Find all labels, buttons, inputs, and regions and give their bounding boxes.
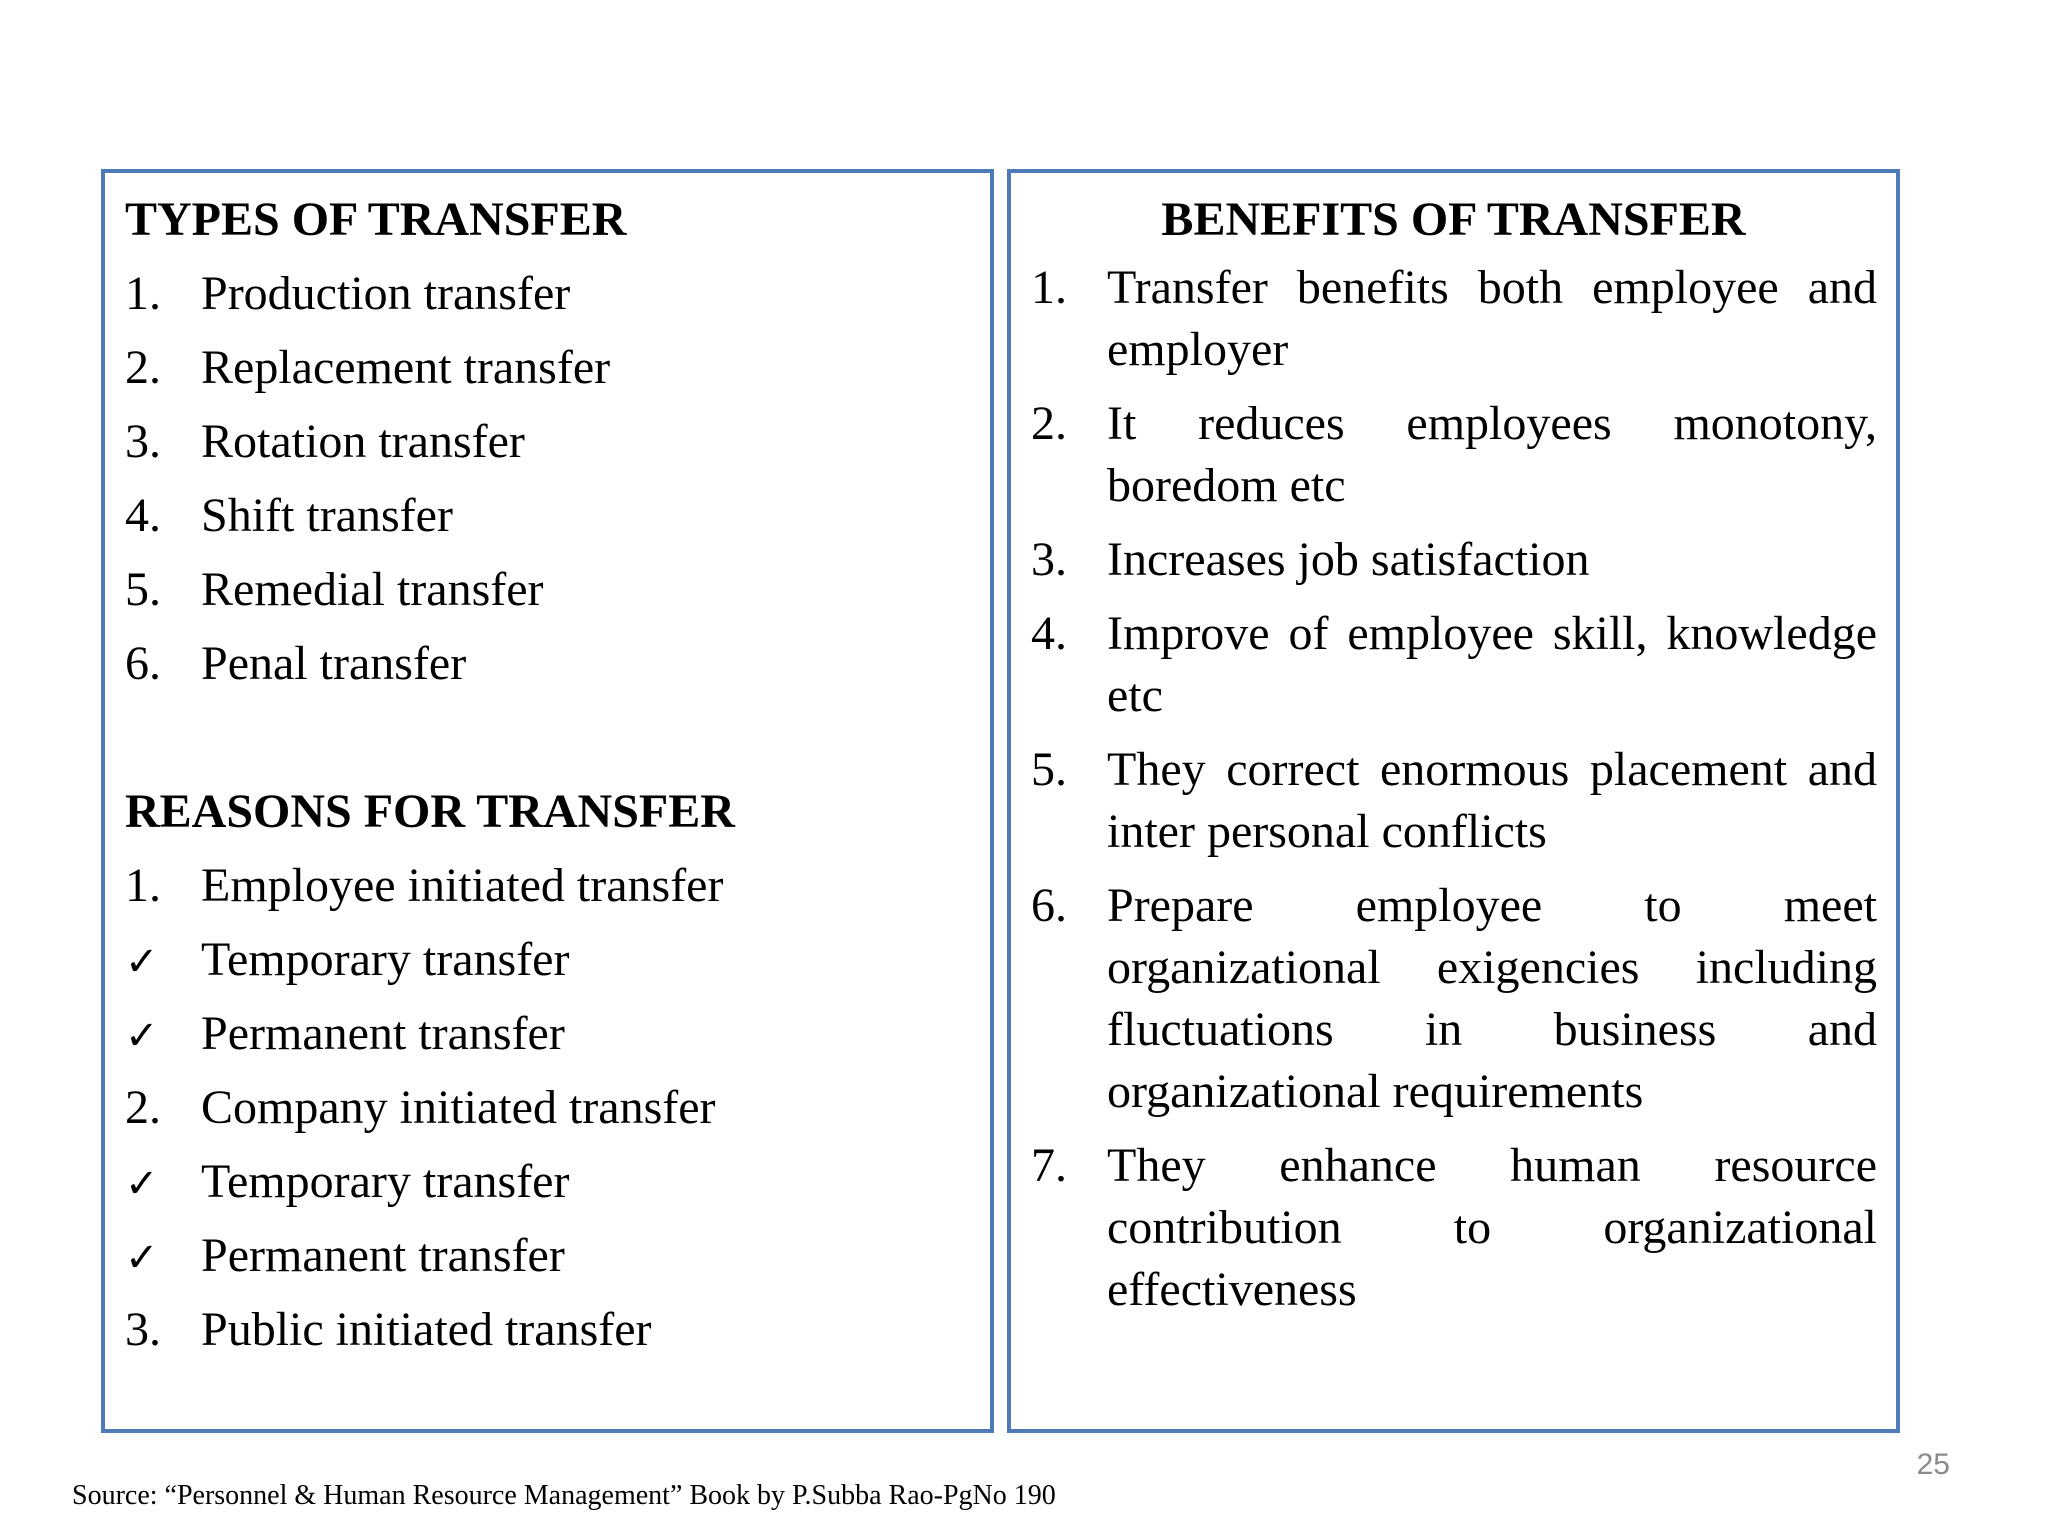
- benefits-of-transfer-title: BENEFITS OF TRANSFER: [1161, 193, 1746, 246]
- list-item-text: Improve of employee skill, knowledge etc: [1107, 607, 1877, 722]
- list-number: 2.: [1031, 397, 1067, 450]
- list-item-text: Transfer benefits both employee and employer: [1107, 261, 1877, 376]
- list-item: [105, 997, 990, 1071]
- list-item: [105, 1145, 990, 1219]
- list-item: [1011, 875, 1896, 1123]
- list-number: 4.: [125, 489, 161, 542]
- check-icon: ✓: [125, 1235, 159, 1281]
- slide-number: 25: [1916, 1448, 1950, 1481]
- list-item: [105, 479, 990, 553]
- list-item: [1011, 393, 1896, 517]
- list-number: 5.: [125, 563, 161, 616]
- list-item: [105, 553, 990, 627]
- list-number: 1.: [125, 267, 161, 320]
- list-item-text: Public initiated transfer: [201, 1303, 652, 1356]
- source-citation: Source: “Personnel & Human Resource Management” Book by P.Subba Rao-PgNo 190: [72, 1480, 1056, 1511]
- right-panel: [1007, 169, 1900, 1433]
- reasons-for-transfer-title: REASONS FOR TRANSFER: [125, 785, 735, 838]
- list-item-text: Employee initiated transfer: [201, 859, 724, 912]
- list-number: 6.: [125, 637, 161, 690]
- list-item-text: It reduces employees monotony, boredom etc: [1107, 397, 1877, 512]
- list-item: [105, 331, 990, 405]
- list-item: [1011, 529, 1896, 591]
- list-item: [1011, 1135, 1896, 1321]
- list-item: [105, 1293, 990, 1367]
- list-item: [105, 1219, 990, 1293]
- list-number: 1.: [125, 859, 161, 912]
- check-icon: ✓: [125, 939, 159, 985]
- list-item-text: Permanent transfer: [201, 1229, 565, 1282]
- list-item-text: Temporary transfer: [201, 933, 570, 986]
- list-number: 3.: [125, 415, 161, 468]
- list-number: 3.: [1031, 533, 1067, 586]
- list-item: [105, 257, 990, 331]
- list-item-text: They correct enormous placement and inter personal conflicts: [1107, 743, 1877, 858]
- check-icon: ✓: [125, 1013, 159, 1059]
- benefits-list: [1011, 257, 1896, 1321]
- reasons-list: [105, 849, 990, 1367]
- list-item: [105, 627, 990, 701]
- list-item: [1011, 739, 1896, 863]
- list-number: 1.: [1031, 261, 1067, 314]
- list-number: 5.: [1031, 743, 1067, 796]
- types-of-transfer-title: TYPES OF TRANSFER: [125, 193, 627, 246]
- list-number: 3.: [125, 1303, 161, 1356]
- list-item-text: Remedial transfer: [201, 563, 544, 616]
- list-item: [105, 1071, 990, 1145]
- list-item: [1011, 603, 1896, 727]
- list-item-text: Shift transfer: [201, 489, 453, 542]
- check-icon: ✓: [125, 1161, 159, 1207]
- list-item-text: Penal transfer: [201, 637, 467, 690]
- left-panel: [101, 169, 994, 1433]
- list-item-text: Production transfer: [201, 267, 571, 320]
- list-item: [105, 849, 990, 923]
- list-item-text: Permanent transfer: [201, 1007, 565, 1060]
- list-item-text: They enhance human resource contribution to organizational effectiveness: [1107, 1139, 1877, 1316]
- list-number: 4.: [1031, 607, 1067, 660]
- types-list: [105, 257, 990, 701]
- list-item: [105, 405, 990, 479]
- list-item-text: Rotation transfer: [201, 415, 525, 468]
- list-item-text: Increases job satisfaction: [1107, 533, 1590, 586]
- list-number: 2.: [125, 1081, 161, 1134]
- list-number: 2.: [125, 341, 161, 394]
- list-number: 6.: [1031, 879, 1067, 932]
- list-item-text: Temporary transfer: [201, 1155, 570, 1208]
- list-item: [105, 923, 990, 997]
- list-item-text: Company initiated transfer: [201, 1081, 716, 1134]
- list-number: 7.: [1031, 1139, 1067, 1192]
- list-item: [1011, 257, 1896, 381]
- list-item-text: Replacement transfer: [201, 341, 611, 394]
- list-item-text: Prepare employee to meet organizational exigencies including fluctuations in business and organizational requirements: [1107, 879, 1877, 1118]
